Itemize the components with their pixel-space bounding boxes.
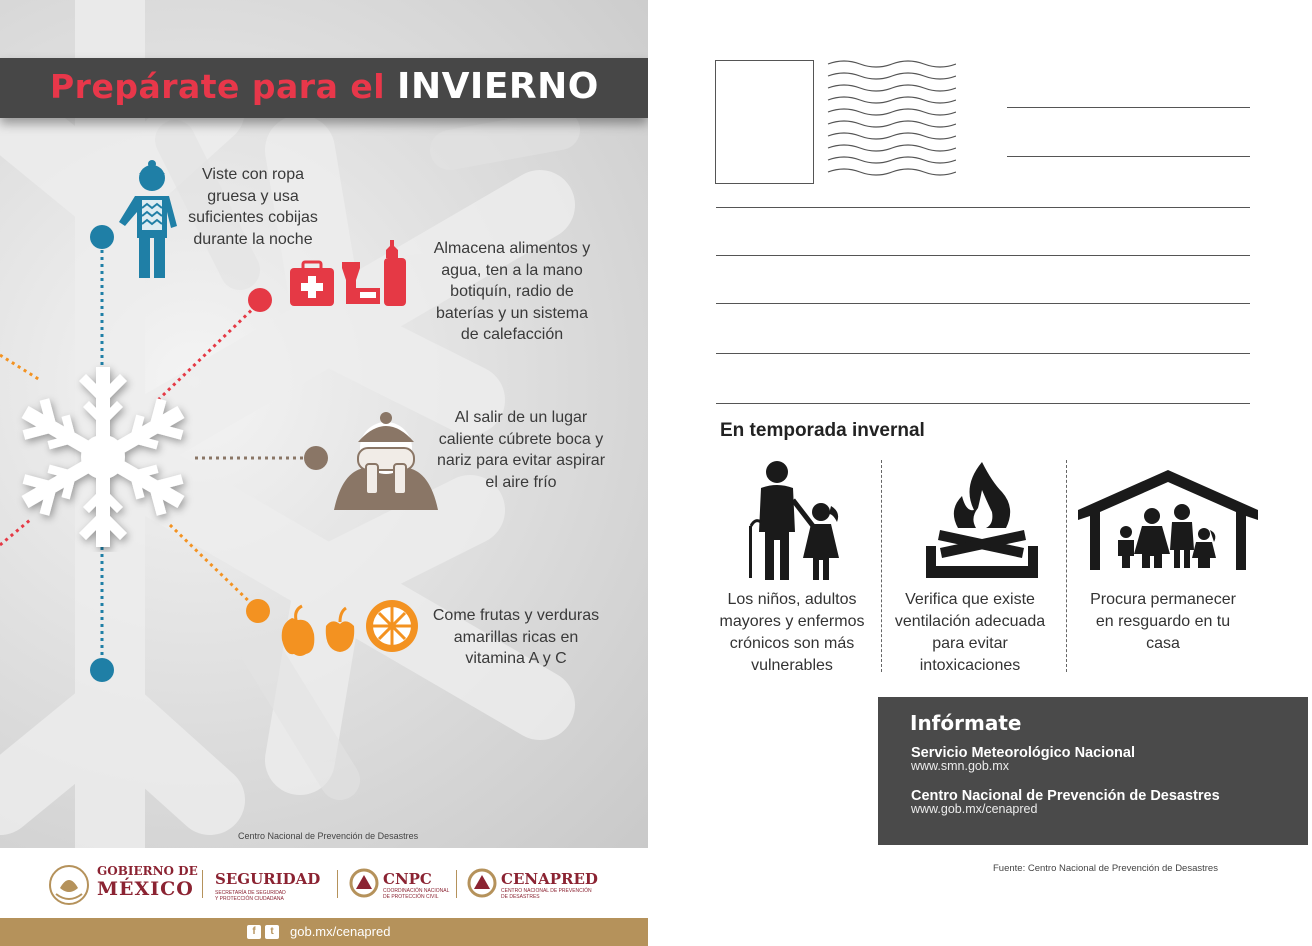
person-scarf-icon: [334, 412, 438, 510]
info-entry-name: Centro Nacional de Prevención de Desastres: [911, 788, 1220, 804]
gobierno-logo-line2: MÉXICO: [97, 878, 194, 900]
season-title: En temporada invernal: [720, 420, 925, 441]
twitter-icon[interactable]: t: [265, 925, 279, 939]
facebook-icon[interactable]: f: [247, 925, 261, 939]
stamp-box: [715, 60, 814, 184]
column-divider: [1066, 460, 1067, 672]
credit-text: Centro Nacional de Prevención de Desastres: [238, 831, 419, 841]
address-line[interactable]: [1007, 107, 1250, 108]
info-entry-name: Servicio Meteorológico Nacional: [911, 745, 1135, 761]
title-bar: [0, 58, 648, 118]
info-title: Infórmate: [910, 711, 1022, 735]
tip-text: Al salir de un lugar caliente cúbrete boca y nariz para evitar aspirar el aire frío: [436, 409, 606, 491]
gobierno-logo-line1: GOBIERNO DE: [97, 864, 198, 878]
title-part-1: Prepárate para el: [50, 67, 386, 106]
logo-divider: [202, 870, 203, 898]
info-box: [878, 697, 1308, 845]
logo-divider: [456, 870, 457, 898]
address-line[interactable]: [716, 207, 1250, 208]
cnpc-sub-line2: DE PROTECCIÓN CIVIL: [383, 894, 439, 900]
address-line[interactable]: [1007, 156, 1250, 157]
cnpc-logo: CNPC: [383, 870, 432, 888]
cenapred-sub-line2: DE DESASTRES: [501, 894, 540, 900]
cenapred-emblem-icon: [467, 868, 497, 898]
cenapred-sub: [501, 888, 592, 900]
logos-strip: [0, 848, 648, 918]
footer-band: [0, 918, 648, 946]
coat-of-arms-icon: [48, 864, 90, 906]
cnpc-emblem-icon: [349, 868, 379, 898]
footer-url[interactable]: gob.mx/cenapred: [290, 924, 391, 939]
address-line[interactable]: [716, 303, 1250, 304]
cnpc-sub: [383, 888, 449, 900]
cenapred-sub-line1: CENTRO NACIONAL DE PREVENCIÓN: [501, 888, 592, 894]
column-divider: [881, 460, 882, 672]
cnpc-sub-line1: COORDINACIÓN NACIONAL: [383, 888, 450, 894]
tip-text: Viste con ropa gruesa y usa suficientes cobijas durante la noche: [188, 166, 318, 248]
address-line[interactable]: [716, 403, 1250, 404]
fire-icon: [926, 460, 1038, 580]
logo-divider: [337, 870, 338, 898]
house-family-icon: [1078, 470, 1258, 570]
title-part-2: INVIERNO: [397, 66, 599, 107]
page-title: [50, 66, 599, 107]
seguridad-sub-line1: SECRETARÍA DE SEGURIDAD: [215, 890, 286, 896]
info-entry-url[interactable]: www.smn.gob.mx: [911, 759, 1009, 773]
fruits-icon: [270, 596, 418, 660]
seguridad-sub: [215, 890, 286, 902]
info-entry-url[interactable]: www.gob.mx/cenapred: [911, 802, 1038, 816]
cenapred-logo: CENAPRED: [501, 870, 598, 888]
tip-text: Come frutas y verduras amarillas ricas en vitamina A y C: [432, 607, 600, 667]
column-text: Verifica que existe ventilación adecuada para evitar intoxicaciones: [894, 591, 1046, 674]
supplies-icon: [288, 240, 410, 310]
postcard-front: [0, 0, 648, 946]
address-line[interactable]: [716, 255, 1250, 256]
person-sweater-icon: [117, 160, 183, 280]
tip-text: Almacena alimentos y agua, ten a la mano botiquín, radio de baterías y un sistema de calefacción: [433, 240, 591, 343]
source-note: Fuente: Centro Nacional de Prevención de Desastres: [993, 863, 1218, 874]
address-line[interactable]: [716, 353, 1250, 354]
snowflake-icon: [5, 362, 201, 552]
seguridad-sub-line2: Y PROTECCIÓN CIUDADANA: [215, 896, 284, 902]
postmark-wavy-lines: [824, 58, 956, 186]
seguridad-logo: SEGURIDAD: [215, 870, 321, 888]
column-text: Los niños, adultos mayores y enfermos crónicos son más vulnerables: [719, 591, 865, 674]
column-text: Procura permanecer en resguardo en tu casa: [1090, 591, 1236, 652]
family-icon: [745, 460, 845, 582]
